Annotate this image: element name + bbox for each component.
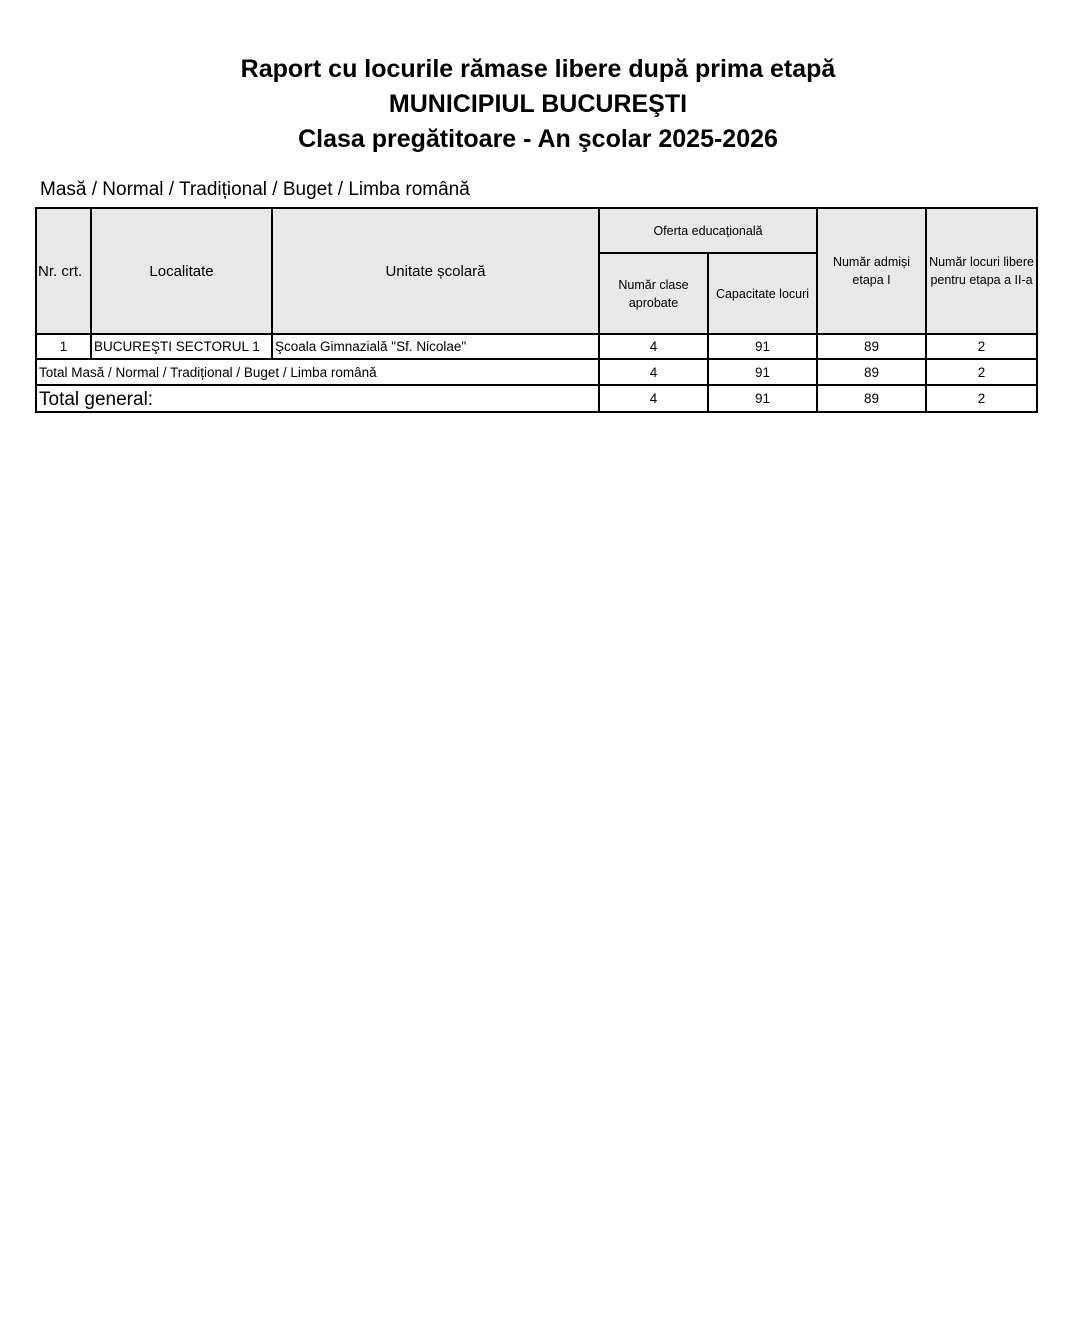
header-unitate-scolara: Unitate școlară bbox=[272, 208, 599, 334]
subtotal-label: Total Masă / Normal / Tradițional / Buget / Limba română bbox=[36, 359, 599, 385]
report-title bbox=[0, 52, 1076, 157]
header-oferta-educationala: Oferta educațională bbox=[599, 208, 817, 253]
header-numar-clase: Număr clase aprobate bbox=[599, 253, 708, 334]
subtotal-libere: 2 bbox=[926, 359, 1037, 385]
cell-unitate: Şcoala Gimnazială "Sf. Nicolae" bbox=[272, 334, 599, 359]
grand-total-libere: 2 bbox=[926, 385, 1037, 412]
cell-capacitate: 91 bbox=[708, 334, 817, 359]
table-row bbox=[36, 334, 1037, 359]
title-line-3: Clasa pregătitoare - An şcolar 2025-2026 bbox=[298, 125, 778, 153]
subtotal-row bbox=[36, 359, 1037, 385]
category-label: Masă / Normal / Tradițional / Buget / Limba română bbox=[40, 179, 470, 200]
cell-nr: 1 bbox=[36, 334, 91, 359]
cell-libere: 2 bbox=[926, 334, 1037, 359]
subtotal-capacitate: 91 bbox=[708, 359, 817, 385]
header-numar-admisi: Număr admiși etapa I bbox=[817, 208, 926, 334]
report-table bbox=[35, 207, 1038, 413]
grand-total-label: Total general: bbox=[36, 385, 599, 412]
header-localitate: Localitate bbox=[91, 208, 272, 334]
subtotal-admisi: 89 bbox=[817, 359, 926, 385]
grand-total-clase: 4 bbox=[599, 385, 708, 412]
cell-clase: 4 bbox=[599, 334, 708, 359]
grand-total-capacitate: 91 bbox=[708, 385, 817, 412]
header-capacitate-locuri: Capacitate locuri bbox=[708, 253, 817, 334]
subtotal-clase: 4 bbox=[599, 359, 708, 385]
title-line-2: MUNICIPIUL BUCUREŞTI bbox=[388, 90, 688, 118]
title-line-1: Raport cu locurile rămase libere după prima etapă bbox=[240, 55, 836, 83]
header-locuri-libere: Număr locuri libere pentru etapa a II-a bbox=[926, 208, 1037, 334]
header-nr-crt: Nr. crt. bbox=[36, 208, 91, 334]
grand-total-row bbox=[36, 385, 1037, 412]
cell-localitate: BUCUREŞTI SECTORUL 1 bbox=[91, 334, 272, 359]
cell-admisi: 89 bbox=[817, 334, 926, 359]
grand-total-admisi: 89 bbox=[817, 385, 926, 412]
